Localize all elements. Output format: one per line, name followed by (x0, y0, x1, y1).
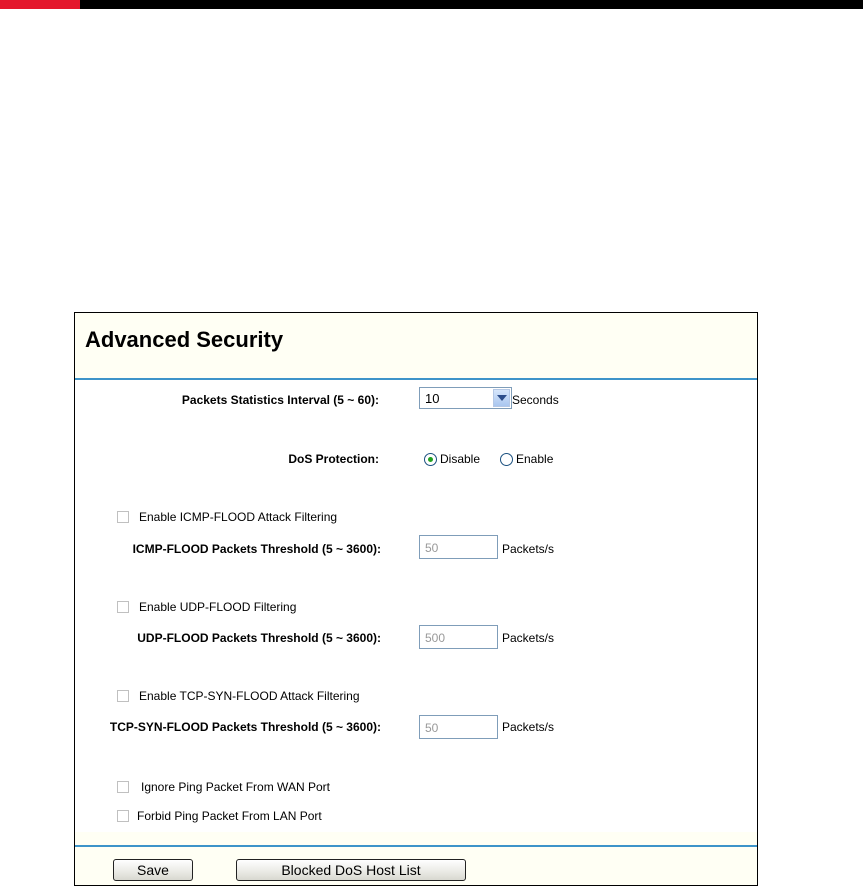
udp-filter-label: Enable UDP-FLOOD Filtering (139, 600, 297, 614)
packets-interval-select[interactable] (419, 387, 512, 409)
advanced-security-panel (74, 312, 758, 886)
packets-interval-unit: Seconds (512, 393, 559, 407)
tcp-threshold-unit: Packets/s (502, 720, 555, 734)
icmp-threshold-unit: Packets/s (502, 542, 555, 556)
icmp-threshold-input[interactable]: 50 (419, 535, 498, 559)
tcp-filter-checkbox[interactable] (117, 690, 129, 702)
packets-interval-value: 10 (425, 391, 440, 406)
dos-disable-label[interactable]: Disable (440, 452, 481, 466)
top-bar (0, 0, 863, 9)
udp-filter-checkbox[interactable] (117, 601, 129, 613)
page-title: Advanced Security (85, 327, 284, 352)
divider-bottom (75, 845, 757, 847)
udp-threshold-input[interactable]: 500 (419, 625, 498, 649)
tcp-threshold-input[interactable]: 50 (419, 715, 498, 739)
chevron-down-icon[interactable] (493, 389, 510, 407)
ignore-wan-ping-checkbox[interactable] (117, 781, 129, 793)
packets-interval-label: Packets Statistics Interval (5 ~ 60): (181, 393, 379, 407)
forbid-lan-ping-label: Forbid Ping Packet From LAN Port (137, 809, 322, 823)
icmp-filter-label: Enable ICMP-FLOOD Attack Filtering (139, 510, 338, 524)
tcp-filter-label: Enable TCP-SYN-FLOOD Attack Filtering (139, 689, 360, 703)
icmp-threshold-label: ICMP-FLOOD Packets Threshold (5 ~ 3600): (132, 542, 381, 556)
dos-enable-radio[interactable] (500, 453, 513, 466)
udp-threshold-label: UDP-FLOOD Packets Threshold (5 ~ 3600): (137, 631, 381, 645)
tcp-threshold-label: TCP-SYN-FLOOD Packets Threshold (5 ~ 3600): (109, 720, 381, 734)
dos-protection-label: DoS Protection: (288, 452, 379, 466)
top-bar-accent (0, 0, 80, 9)
save-button[interactable]: Save (113, 859, 193, 881)
dos-enable-label[interactable]: Enable (516, 452, 554, 466)
ignore-wan-ping-label: Ignore Ping Packet From WAN Port (141, 780, 330, 794)
icmp-filter-checkbox[interactable] (117, 511, 129, 523)
udp-threshold-unit: Packets/s (502, 631, 555, 645)
forbid-lan-ping-checkbox[interactable] (117, 810, 129, 822)
dos-disable-radio[interactable] (424, 453, 437, 466)
blocked-dos-host-list-button[interactable]: Blocked DoS Host List (236, 859, 466, 881)
